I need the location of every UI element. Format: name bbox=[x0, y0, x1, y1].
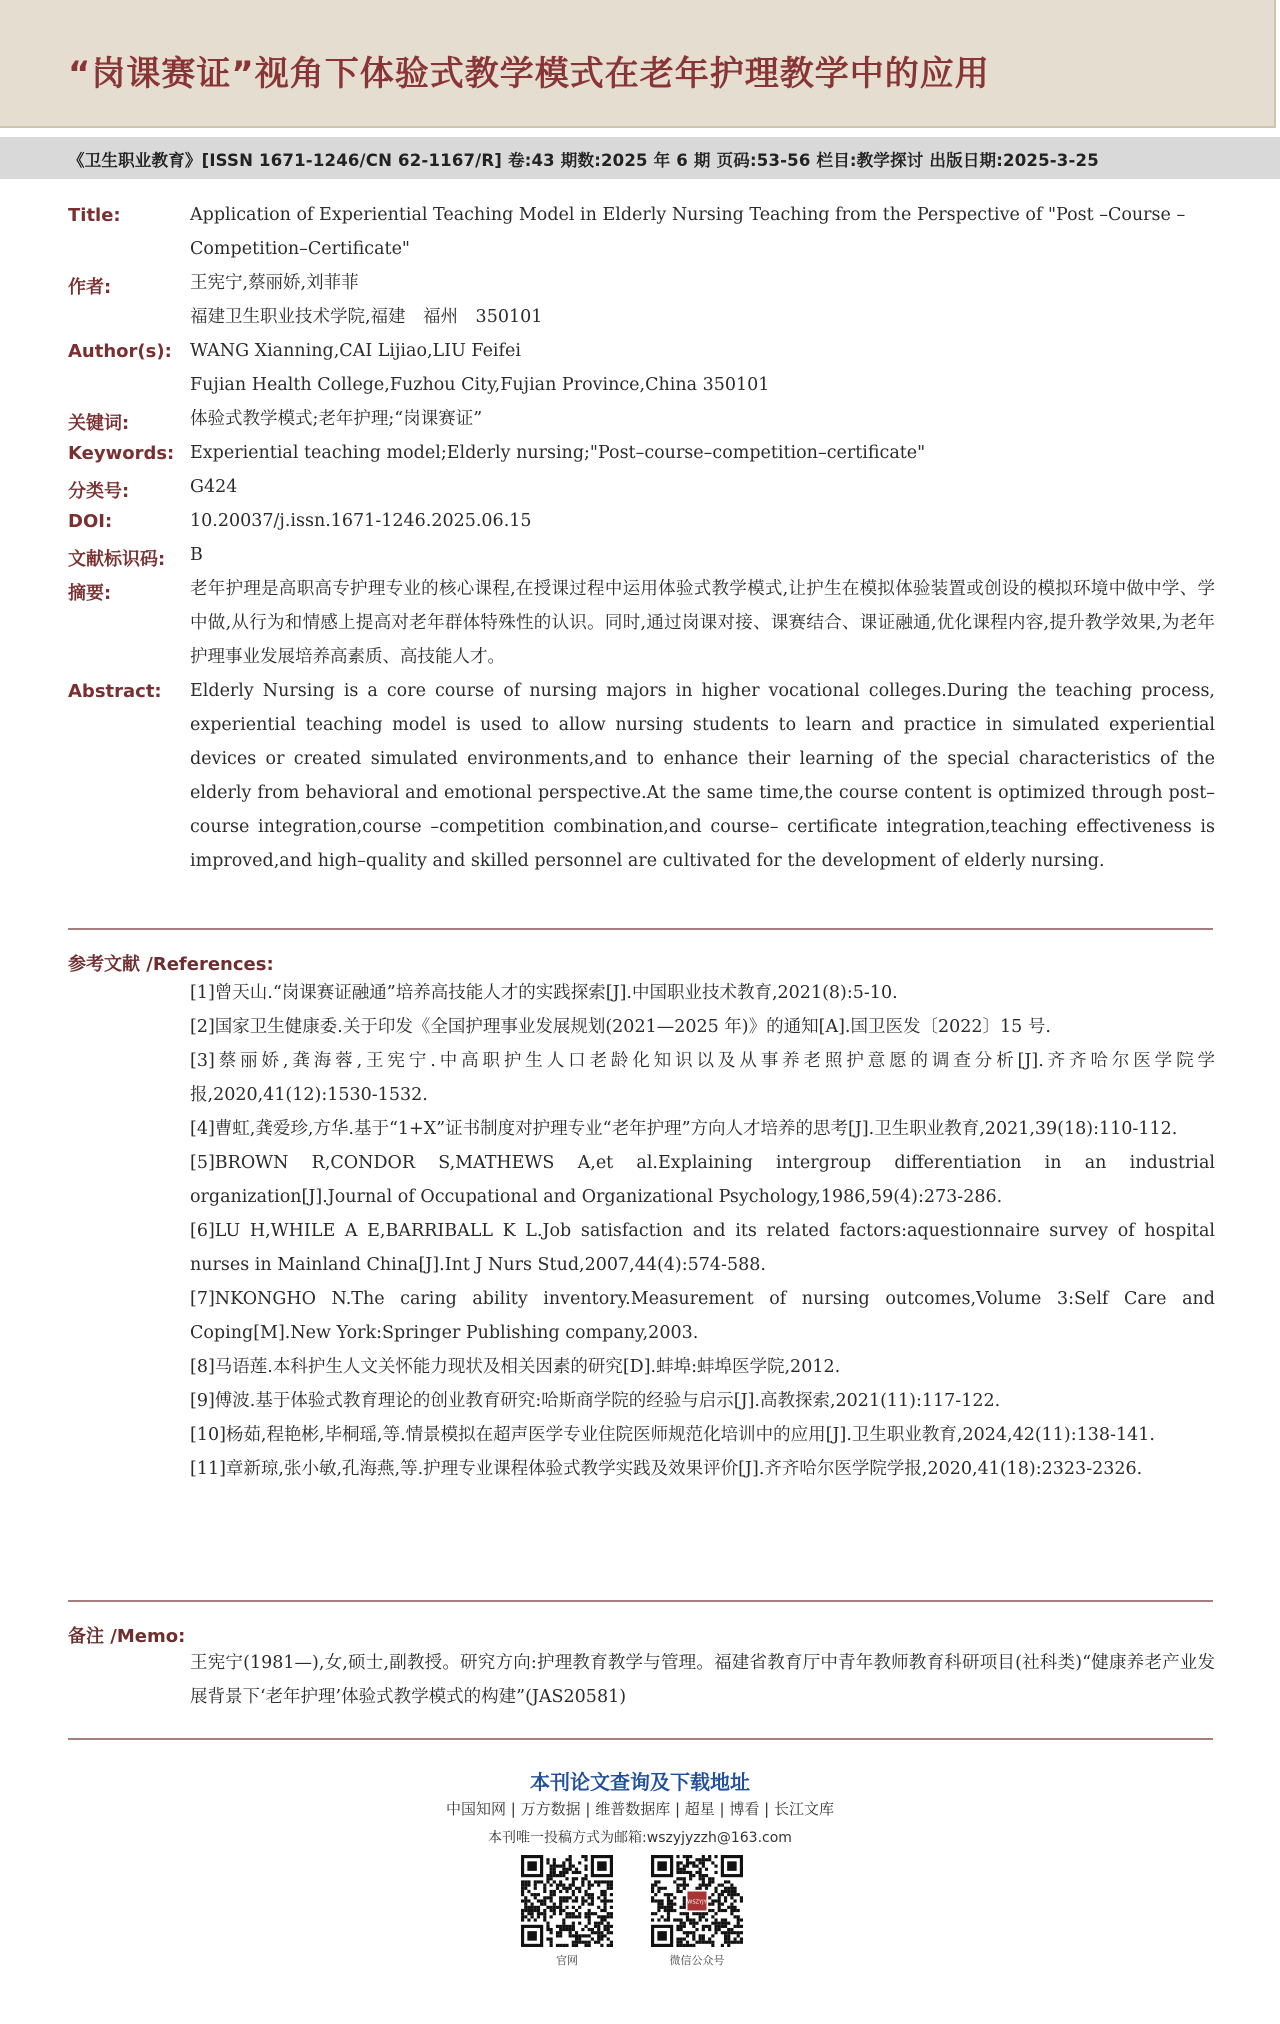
reference-item: [1]曾天山.“岗课赛证融通”培养高技能人才的实践探索[J].中国职业技术教育,2021(8):5-10. bbox=[190, 983, 898, 1003]
abstract-en: Elderly Nursing is a core course of nursing majors in higher vocational colleges.During the teaching process, experiential teaching model is used to allow nursing students to learn and practice in simulated experiential devices or created simulated environments,and to enhance their learning of the special characteristics of the elderly from behavioral and emotional perspective.At the same time,the course content is optimized through post–course integration,course –competition combination,and course– certificate integration,teaching effectiveness is improved,and high–quality and skilled personnel are cultivated for the development of elderly nursing. bbox=[190, 681, 1215, 871]
reference-item: [3]蔡丽娇,龚海蓉,王宪宁.中高职护生人口老龄化知识以及从事养老照护意愿的调查分析[J].齐齐哈尔医学院学报,2020,41(12):1530-1532. bbox=[190, 1051, 1215, 1105]
affiliation: 福建卫生职业技术学院,福建 福州 350101 bbox=[190, 307, 543, 327]
reference-item: [6]LU H,WHILE A E,BARRIBALL K L.Job satisfaction and its related factors:aquestionnaire survey of hospital nurses in Mainland China[J].Int J Nurs Stud,2007,44(4):574-588. bbox=[190, 1221, 1215, 1275]
keywords-label: 关键词: bbox=[68, 413, 130, 434]
references-heading: 参考文献 /References: bbox=[68, 954, 274, 975]
reference-item: [7]NKONGHO N.The caring ability inventory.Measurement of nursing outcomes,Volume 3:Self Care and Coping[M].New York:Springer Publishing company,2003. bbox=[190, 1289, 1215, 1343]
reference-item: [9]傅波.基于体验式教育理论的创业教育研究:哈斯商学院的经验与启示[J].高教探索,2021(11):117-122. bbox=[190, 1391, 1001, 1411]
title-label: Title: bbox=[68, 205, 121, 226]
reference-list bbox=[190, 976, 1215, 1486]
title-band bbox=[0, 0, 1276, 128]
reference-item: [8]马语莲.本科护生人文关怀能力现状及相关因素的研究[D].蚌埠:蚌埠医学院,2012. bbox=[190, 1357, 841, 1377]
footer-title: 本刊论文查询及下载地址 bbox=[530, 1770, 750, 1794]
issue-info-bar bbox=[0, 137, 1280, 179]
article-title: “岗课赛证”视角下体验式教学模式在老年护理教学中的应用 bbox=[68, 54, 990, 94]
keywords-en: Experiential teaching model;Elderly nursing;"Post–course–competition–certificate" bbox=[190, 443, 926, 463]
authors-en-label: Author(s): bbox=[68, 341, 172, 362]
doc-id-value: B bbox=[190, 545, 203, 565]
authors: 王宪宁,蔡丽娇,刘菲菲 bbox=[190, 273, 359, 293]
doc-id-label: 文献标识码: bbox=[68, 549, 166, 570]
qr-code-website[interactable] bbox=[521, 1855, 613, 1947]
reference-item: [11]章新琼,张小敏,孔海燕,等.护理专业课程体验式教学实践及效果评价[J].齐齐哈尔医学院学报,2020,41(18):2323-2326. bbox=[190, 1459, 1143, 1479]
footer-email: 本刊唯一投稿方式为邮箱:wszyjyzzh@163.com bbox=[488, 1830, 792, 1846]
affiliation-en: Fujian Health College,Fuzhou City,Fujian Province,China 350101 bbox=[190, 375, 770, 395]
qr-code-wechat[interactable] bbox=[651, 1855, 743, 1947]
reference-item: [10]杨茹,程艳彬,毕桐瑶,等.情景模拟在超声医学专业住院医师规范化培训中的应用[J].卫生职业教育,2024,42(11):138-141. bbox=[190, 1425, 1155, 1445]
doi-label: DOI: bbox=[68, 511, 113, 532]
divider bbox=[68, 928, 1213, 930]
keywords: 体验式教学模式;老年护理;“岗课赛证” bbox=[190, 409, 483, 429]
divider bbox=[68, 1600, 1213, 1602]
class-label: 分类号: bbox=[68, 481, 130, 502]
abstract-cn: 老年护理是高职高专护理专业的核心课程,在授课过程中运用体验式教学模式,让护生在模拟体验装置或创设的模拟环境中做中学、学中做,从行为和情感上提高对老年群体特殊性的认识。同时,通过岗课对接、课赛结合、课证融通,优化课程内容,提升教学效果,为老年护理事业发展培养高素质、高技能人才。 bbox=[190, 579, 1215, 667]
class-number: G424 bbox=[190, 477, 238, 497]
title-value bbox=[190, 198, 1215, 266]
qr-logo-label: WSZYJY bbox=[687, 1899, 707, 1906]
reference-item: [2]国家卫生健康委.关于印发《全国护理事业发展规划(2021—2025 年)》的通知[A].国卫医发〔2022〕15 号. bbox=[190, 1017, 1051, 1037]
qr-caption-wechat: 微信公众号 bbox=[669, 1954, 725, 1967]
authors-label: 作者: bbox=[68, 277, 112, 298]
memo-heading: 备注 /Memo: bbox=[68, 1626, 186, 1647]
authors-en: WANG Xianning,CAI Lijiao,LIU Feifei bbox=[190, 341, 521, 361]
doi-value: 10.20037/j.issn.1671-1246.2025.06.15 bbox=[190, 511, 532, 531]
memo-text: 王宪宁(1981—),女,硕士,副教授。研究方向:护理教育教学与管理。福建省教育厅中青年教师教育科研项目(社科类)“健康养老产业发展背景下‘老年护理’体验式教学模式的构建”(JAS20581) bbox=[190, 1653, 1215, 1707]
abstract-cn-label: 摘要: bbox=[68, 583, 112, 604]
issue-info: 《卫生职业教育》[ISSN 1671-1246/CN 62-1167/R] 卷:43 期数:2025 年 6 期 页码:53-56 栏目:教学探讨 出版日期:2025-3-25 bbox=[68, 151, 1099, 170]
reference-item: [5]BROWN R,CONDOR S,MATHEWS A,et al.Explaining intergroup differentiation in an industrial organization[J].Journal of Occupational and Organizational Psychology,1986,59(4):273-286. bbox=[190, 1153, 1215, 1207]
divider bbox=[68, 1738, 1213, 1740]
reference-item: [4]曹虹,龚爱珍,方华.基于“1+X”证书制度对护理专业“老年护理”方向人才培养的思考[J].卫生职业教育,2021,39(18):110-112. bbox=[190, 1119, 1178, 1139]
keywords-en-label: Keywords: bbox=[68, 443, 175, 464]
authors-en-value bbox=[190, 334, 1215, 402]
qr-caption-website: 官网 bbox=[556, 1954, 578, 1967]
abstract-en-label: Abstract: bbox=[68, 681, 162, 702]
title-line-2: Competition–Certificate" bbox=[190, 239, 410, 259]
title-line-1: Application of Experiential Teaching Model in Elderly Nursing Teaching from the Perspective of "Post –Course – bbox=[190, 205, 1186, 225]
authors-value bbox=[190, 266, 1215, 334]
footer-databases: 中国知网 | 万方数据 | 维普数据库 | 超星 | 博看 | 长江文库 bbox=[446, 1800, 834, 1818]
